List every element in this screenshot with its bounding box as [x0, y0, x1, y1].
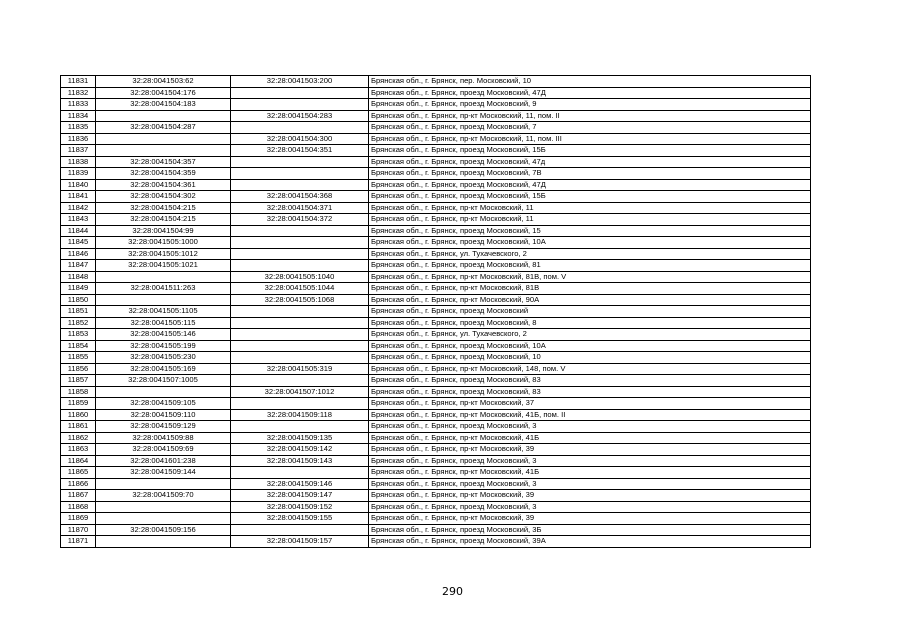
- address-cell: Брянская обл., г. Брянск, проезд Московский, 47Д: [369, 179, 811, 191]
- object-cadastral-number-cell: 32:28:0041504:372: [231, 214, 369, 226]
- table-row: [61, 145, 811, 157]
- object-cadastral-number-cell: [231, 87, 369, 99]
- address-cell: Брянская обл., г. Брянск, пр-кт Московский, 11, пом. III: [369, 133, 811, 145]
- object-cadastral-number-cell: [231, 340, 369, 352]
- address-cell: Брянская обл., г. Брянск, проезд Московский, 47д: [369, 156, 811, 168]
- object-cadastral-number-cell: 32:28:0041507:1012: [231, 386, 369, 398]
- cadastral-number-cell: [96, 110, 231, 122]
- table-row: [61, 467, 811, 479]
- address-cell: Брянская обл., г. Брянск, проезд Московский, 10А: [369, 340, 811, 352]
- cadastral-number-cell: 32:28:0041504:99: [96, 225, 231, 237]
- row-number-cell: 11833: [61, 99, 96, 111]
- row-number-cell: 11843: [61, 214, 96, 226]
- table-row: [61, 352, 811, 364]
- address-cell: Брянская обл., г. Брянск, пр-кт Московский, 11, пом. II: [369, 110, 811, 122]
- cadastral-number-cell: 32:28:0041504:215: [96, 214, 231, 226]
- address-cell: Брянская обл., г. Брянск, проезд Московский, 81: [369, 260, 811, 272]
- cadastral-number-cell: 32:28:0041509:110: [96, 409, 231, 421]
- cadastral-number-cell: [96, 294, 231, 306]
- table-row: [61, 122, 811, 134]
- row-number-cell: 11834: [61, 110, 96, 122]
- address-cell: Брянская обл., г. Брянск, проезд Московский, 15Б: [369, 145, 811, 157]
- address-cell: Брянская обл., г. Брянск, проезд Московский, 83: [369, 386, 811, 398]
- table-row: [61, 156, 811, 168]
- object-cadastral-number-cell: [231, 306, 369, 318]
- table-row: [61, 386, 811, 398]
- cadastral-number-cell: [96, 478, 231, 490]
- object-cadastral-number-cell: 32:28:0041505:319: [231, 363, 369, 375]
- object-cadastral-number-cell: 32:28:0041509:146: [231, 478, 369, 490]
- table-row: [61, 340, 811, 352]
- cadastral-number-cell: 32:28:0041504:302: [96, 191, 231, 203]
- table-row: [61, 191, 811, 203]
- cadastral-number-cell: 32:28:0041504:183: [96, 99, 231, 111]
- row-number-cell: 11851: [61, 306, 96, 318]
- row-number-cell: 11867: [61, 490, 96, 502]
- row-number-cell: 11861: [61, 421, 96, 433]
- table-row: [61, 260, 811, 272]
- cadastral-number-cell: 32:28:0041504:361: [96, 179, 231, 191]
- row-number-cell: 11864: [61, 455, 96, 467]
- cadastral-number-cell: 32:28:0041504:287: [96, 122, 231, 134]
- address-cell: Брянская обл., г. Брянск, пр-кт Московский, 90А: [369, 294, 811, 306]
- table-row: [61, 421, 811, 433]
- object-cadastral-number-cell: 32:28:0041504:300: [231, 133, 369, 145]
- table-row: [61, 398, 811, 410]
- row-number-cell: 11855: [61, 352, 96, 364]
- row-number-cell: 11866: [61, 478, 96, 490]
- table-row: [61, 317, 811, 329]
- object-cadastral-number-cell: 32:28:0041505:1040: [231, 271, 369, 283]
- table-row: [61, 513, 811, 525]
- row-number-cell: 11846: [61, 248, 96, 260]
- cadastral-number-cell: 32:28:0041504:176: [96, 87, 231, 99]
- row-number-cell: 11868: [61, 501, 96, 513]
- address-cell: Брянская обл., г. Брянск, проезд Московский, 7: [369, 122, 811, 134]
- table-row: [61, 524, 811, 536]
- row-number-cell: 11836: [61, 133, 96, 145]
- row-number-cell: 11842: [61, 202, 96, 214]
- table-row: [61, 133, 811, 145]
- address-cell: Брянская обл., г. Брянск, пр-кт Московский, 41Б: [369, 467, 811, 479]
- object-cadastral-number-cell: [231, 156, 369, 168]
- cadastral-table: [60, 75, 811, 548]
- address-cell: Брянская обл., г. Брянск, проезд Московский, 3: [369, 455, 811, 467]
- cadastral-number-cell: 32:28:0041505:1012: [96, 248, 231, 260]
- cadastral-number-cell: 32:28:0041509:69: [96, 444, 231, 456]
- cadastral-number-cell: 32:28:0041511:263: [96, 283, 231, 295]
- cadastral-number-cell: [96, 145, 231, 157]
- table-row: [61, 363, 811, 375]
- object-cadastral-number-cell: [231, 237, 369, 249]
- object-cadastral-number-cell: [231, 352, 369, 364]
- address-cell: Брянская обл., г. Брянск, проезд Московский, 47Д: [369, 87, 811, 99]
- table-row: [61, 283, 811, 295]
- row-number-cell: 11837: [61, 145, 96, 157]
- cadastral-number-cell: [96, 133, 231, 145]
- row-number-cell: 11845: [61, 237, 96, 249]
- row-number-cell: 11838: [61, 156, 96, 168]
- address-cell: Брянская обл., г. Брянск, пр-кт Московский, 39: [369, 490, 811, 502]
- object-cadastral-number-cell: [231, 168, 369, 180]
- object-cadastral-number-cell: 32:28:0041504:351: [231, 145, 369, 157]
- row-number-cell: 11869: [61, 513, 96, 525]
- object-cadastral-number-cell: 32:28:0041509:142: [231, 444, 369, 456]
- object-cadastral-number-cell: [231, 122, 369, 134]
- cadastral-number-cell: 32:28:0041509:88: [96, 432, 231, 444]
- object-cadastral-number-cell: 32:28:0041505:1068: [231, 294, 369, 306]
- row-number-cell: 11847: [61, 260, 96, 272]
- cadastral-number-cell: [96, 501, 231, 513]
- object-cadastral-number-cell: 32:28:0041509:143: [231, 455, 369, 467]
- object-cadastral-number-cell: 32:28:0041509:155: [231, 513, 369, 525]
- row-number-cell: 11852: [61, 317, 96, 329]
- cadastral-number-cell: 32:28:0041509:156: [96, 524, 231, 536]
- row-number-cell: 11850: [61, 294, 96, 306]
- object-cadastral-number-cell: [231, 329, 369, 341]
- address-cell: Брянская обл., г. Брянск, проезд Московский, 83: [369, 375, 811, 387]
- table-row: [61, 432, 811, 444]
- cadastral-number-cell: 32:28:0041507:1005: [96, 375, 231, 387]
- address-cell: Брянская обл., г. Брянск, пр-кт Московский, 41Б: [369, 432, 811, 444]
- address-cell: Брянская обл., г. Брянск, проезд Московский, 9: [369, 99, 811, 111]
- row-number-cell: 11853: [61, 329, 96, 341]
- object-cadastral-number-cell: [231, 260, 369, 272]
- object-cadastral-number-cell: 32:28:0041504:371: [231, 202, 369, 214]
- table-row: [61, 501, 811, 513]
- address-cell: Брянская обл., г. Брянск, проезд Московский: [369, 306, 811, 318]
- object-cadastral-number-cell: 32:28:0041504:368: [231, 191, 369, 203]
- row-number-cell: 11835: [61, 122, 96, 134]
- row-number-cell: 11831: [61, 76, 96, 88]
- row-number-cell: 11839: [61, 168, 96, 180]
- row-number-cell: 11848: [61, 271, 96, 283]
- cadastral-number-cell: 32:28:0041504:357: [96, 156, 231, 168]
- object-cadastral-number-cell: 32:28:0041509:157: [231, 536, 369, 548]
- table-row: [61, 409, 811, 421]
- cadastral-number-cell: 32:28:0041503:62: [96, 76, 231, 88]
- row-number-cell: 11862: [61, 432, 96, 444]
- object-cadastral-number-cell: 32:28:0041509:152: [231, 501, 369, 513]
- address-cell: Брянская обл., г. Брянск, пер. Московский, 10: [369, 76, 811, 88]
- row-number-cell: 11863: [61, 444, 96, 456]
- cadastral-number-cell: 32:28:0041505:230: [96, 352, 231, 364]
- address-cell: Брянская обл., г. Брянск, пр-кт Московский, 39: [369, 513, 811, 525]
- table-body: [61, 76, 811, 548]
- row-number-cell: 11857: [61, 375, 96, 387]
- object-cadastral-number-cell: [231, 99, 369, 111]
- address-cell: Брянская обл., г. Брянск, пр-кт Московский, 11: [369, 202, 811, 214]
- table-row: [61, 87, 811, 99]
- table-row: [61, 225, 811, 237]
- row-number-cell: 11854: [61, 340, 96, 352]
- address-cell: Брянская обл., г. Брянск, проезд Московский, 3Б: [369, 524, 811, 536]
- row-number-cell: 11860: [61, 409, 96, 421]
- object-cadastral-number-cell: 32:28:0041504:283: [231, 110, 369, 122]
- object-cadastral-number-cell: 32:28:0041509:118: [231, 409, 369, 421]
- row-number-cell: 11856: [61, 363, 96, 375]
- cadastral-number-cell: 32:28:0041504:215: [96, 202, 231, 214]
- table-row: [61, 294, 811, 306]
- row-number-cell: 11840: [61, 179, 96, 191]
- object-cadastral-number-cell: [231, 524, 369, 536]
- object-cadastral-number-cell: [231, 225, 369, 237]
- cadastral-number-cell: 32:28:0041505:146: [96, 329, 231, 341]
- object-cadastral-number-cell: [231, 398, 369, 410]
- cadastral-number-cell: [96, 386, 231, 398]
- object-cadastral-number-cell: [231, 467, 369, 479]
- cadastral-number-cell: 32:28:0041505:115: [96, 317, 231, 329]
- object-cadastral-number-cell: 32:28:0041503:200: [231, 76, 369, 88]
- table-row: [61, 306, 811, 318]
- address-cell: Брянская обл., г. Брянск, проезд Московский, 3: [369, 478, 811, 490]
- row-number-cell: 11870: [61, 524, 96, 536]
- address-cell: Брянская обл., г. Брянск, пр-кт Московский, 148, пом. V: [369, 363, 811, 375]
- table-row: [61, 248, 811, 260]
- page-number: 290: [442, 585, 463, 598]
- object-cadastral-number-cell: [231, 248, 369, 260]
- cadastral-number-cell: [96, 536, 231, 548]
- cadastral-number-cell: 32:28:0041509:105: [96, 398, 231, 410]
- cadastral-number-cell: 32:28:0041509:129: [96, 421, 231, 433]
- cadastral-number-cell: 32:28:0041509:144: [96, 467, 231, 479]
- cadastral-number-cell: 32:28:0041505:169: [96, 363, 231, 375]
- address-cell: Брянская обл., г. Брянск, пр-кт Московский, 37: [369, 398, 811, 410]
- object-cadastral-number-cell: [231, 421, 369, 433]
- address-cell: Брянская обл., г. Брянск, пр-кт Московский, 11: [369, 214, 811, 226]
- address-cell: Брянская обл., г. Брянск, пр-кт Московский, 41Б, пом. II: [369, 409, 811, 421]
- table-row: [61, 179, 811, 191]
- row-number-cell: 11871: [61, 536, 96, 548]
- table-row: [61, 536, 811, 548]
- address-cell: Брянская обл., г. Брянск, проезд Московский, 15Б: [369, 191, 811, 203]
- table-row: [61, 455, 811, 467]
- row-number-cell: 11844: [61, 225, 96, 237]
- table-row: [61, 168, 811, 180]
- table-row: [61, 490, 811, 502]
- cadastral-number-cell: 32:28:0041504:359: [96, 168, 231, 180]
- row-number-cell: 11858: [61, 386, 96, 398]
- table-row: [61, 214, 811, 226]
- cadastral-number-cell: 32:28:0041601:238: [96, 455, 231, 467]
- row-number-cell: 11832: [61, 87, 96, 99]
- address-cell: Брянская обл., г. Брянск, ул. Тухачевского, 2: [369, 248, 811, 260]
- address-cell: Брянская обл., г. Брянск, ул. Тухачевского, 2: [369, 329, 811, 341]
- address-cell: Брянская обл., г. Брянск, проезд Московский, 3: [369, 501, 811, 513]
- object-cadastral-number-cell: [231, 317, 369, 329]
- table-row: [61, 271, 811, 283]
- table-row: [61, 76, 811, 88]
- table-row: [61, 375, 811, 387]
- address-cell: Брянская обл., г. Брянск, проезд Московский, 8: [369, 317, 811, 329]
- address-cell: Брянская обл., г. Брянск, пр-кт Московский, 81В: [369, 283, 811, 295]
- address-cell: Брянская обл., г. Брянск, проезд Московский, 7В: [369, 168, 811, 180]
- cadastral-number-cell: [96, 271, 231, 283]
- row-number-cell: 11841: [61, 191, 96, 203]
- cadastral-number-cell: 32:28:0041505:199: [96, 340, 231, 352]
- table-row: [61, 99, 811, 111]
- cadastral-number-cell: [96, 513, 231, 525]
- address-cell: Брянская обл., г. Брянск, проезд Московский, 39А: [369, 536, 811, 548]
- table-row: [61, 237, 811, 249]
- address-cell: Брянская обл., г. Брянск, проезд Московский, 10А: [369, 237, 811, 249]
- cadastral-number-cell: 32:28:0041505:1021: [96, 260, 231, 272]
- address-cell: Брянская обл., г. Брянск, пр-кт Московский, 81В, пом. V: [369, 271, 811, 283]
- cadastral-number-cell: 32:28:0041509:70: [96, 490, 231, 502]
- object-cadastral-number-cell: 32:28:0041509:135: [231, 432, 369, 444]
- table-row: [61, 110, 811, 122]
- address-cell: Брянская обл., г. Брянск, пр-кт Московский, 39: [369, 444, 811, 456]
- address-cell: Брянская обл., г. Брянск, проезд Московский, 10: [369, 352, 811, 364]
- object-cadastral-number-cell: 32:28:0041509:147: [231, 490, 369, 502]
- cadastral-number-cell: 32:28:0041505:1105: [96, 306, 231, 318]
- address-cell: Брянская обл., г. Брянск, проезд Московский, 3: [369, 421, 811, 433]
- cadastral-number-cell: 32:28:0041505:1000: [96, 237, 231, 249]
- row-number-cell: 11859: [61, 398, 96, 410]
- row-number-cell: 11849: [61, 283, 96, 295]
- object-cadastral-number-cell: [231, 375, 369, 387]
- address-cell: Брянская обл., г. Брянск, проезд Московский, 15: [369, 225, 811, 237]
- row-number-cell: 11865: [61, 467, 96, 479]
- object-cadastral-number-cell: 32:28:0041505:1044: [231, 283, 369, 295]
- object-cadastral-number-cell: [231, 179, 369, 191]
- table-row: [61, 478, 811, 490]
- table-row: [61, 202, 811, 214]
- table-row: [61, 444, 811, 456]
- table-row: [61, 329, 811, 341]
